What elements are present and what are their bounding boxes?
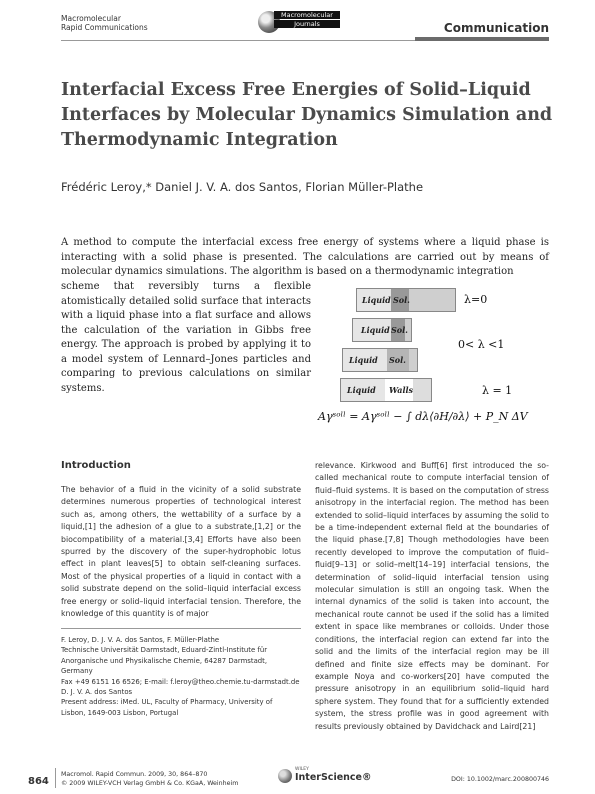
introduction-right-column: relevance. Kirkwood and Buff[6] first introduced the so-called mechanical route to compute interfacial tension of fluid–fluid systems. It is based on the computation of stress anisotropy in the interfacial region. The method has been extended to solid–liquid interfaces by assuming the solid to be a time-independent external field at the boundaries of the liquid phase.[7,8] Though methodologies have been recently developed to improve the computation of fluid–fluid[9–13] or solid–melt[14–19] interfacial tensions, the determination of solid–liquid interfacial tension using molecular simulation is still an ongoing task. When the internal dynamics of the solid is taken into account, the mechanical route cannot be used if the solid has a limited extent in space like membranes or colloids. Under those conditions, the interfacial region can extend far into the solid and the limits of the interfacial region may be ill defined and finite size effects may be dominant. For example Noya and co-workers[20] have computed the pressure anisotropy in an equilibrium solid–liquid hard sphere system. They found that for a sufficiently extended system, the stress profile was in good agreement with results previously obtained by Davidchack and Laird[21] bbox=[315, 461, 549, 731]
header-tab-bar bbox=[415, 37, 549, 41]
figure-label: Liquid bbox=[349, 355, 378, 365]
wiley-label: WILEY bbox=[295, 767, 309, 772]
article-type: Communication bbox=[443, 21, 549, 35]
interscience-label: InterScience® bbox=[295, 772, 372, 783]
affiliation-line: F. Leroy, D. J. V. A. dos Santos, F. Müller-Plathe bbox=[61, 636, 220, 644]
article-title: Interfacial Excess Free Energies of Solid–Liquid Interfaces by Molecular Dynamics Simulation and Thermodynamic Integration bbox=[61, 80, 553, 150]
figure-row-lambda-mid2 bbox=[342, 348, 418, 372]
affiliation-line: Lisbon, 1649-003 Lisbon, Portugal bbox=[61, 708, 179, 717]
affiliation-line: Technische Universität Darmstadt, Eduard-Zintl-Institute für bbox=[61, 646, 268, 655]
affiliation-line: Present address: iMed. UL, Faculty of Pharmacy, University of bbox=[61, 698, 273, 707]
author-list: Frédéric Leroy,* Daniel J. V. A. dos Santos, Florian Müller-Plathe bbox=[61, 180, 424, 194]
figure-row-lambda0 bbox=[356, 288, 456, 312]
journal-name-line1: Macromolecular bbox=[61, 14, 121, 23]
graphical-abstract-figure bbox=[318, 280, 554, 450]
logo-text-line2: Journals bbox=[274, 20, 340, 28]
citation-line: Macromol. Rapid Commun. 2009, 30, 864–870 bbox=[61, 771, 208, 778]
affiliation-line: Germany bbox=[61, 667, 93, 676]
macromolecular-journals-logo bbox=[256, 9, 342, 37]
thermodynamic-integration-equation: Aγˢᵒˡˡ = Aγˢᵒˡˡ − ∫ dλ⟨∂H/∂λ⟩ + P_N ΔV bbox=[318, 410, 528, 423]
logo-text-line1: Macromolecular bbox=[274, 11, 340, 19]
introduction-left-column: The behavior of a fluid in the vicinity of a solid substrate determines numerous properties of technological interest such as, among others, the wettability of a surface by a liquid,[1] the adhesion of a glue to a substrate,[1,2] or the biocompatibility of a material.[3,4] Efforts have also been spurred by the discovery of the super-hydrophobic lotus effect in plant leaves[5] to obtain self-cleaning surfaces. Most of the physical properties of a liquid in contact with a solid substrate depend on the solid–liquid interfacial excess free energy or solid–liquid interfacial tension. Therefore, the knowledge of this quantity is of major bbox=[61, 485, 301, 619]
journal-name-line2: Rapid Communications bbox=[61, 23, 148, 32]
figure-row-lambda1 bbox=[340, 378, 432, 402]
journal-name bbox=[61, 14, 148, 32]
doi: DOI: 10.1002/marc.200800746 bbox=[451, 776, 549, 783]
lambda-mid-label: 0< λ <1 bbox=[458, 338, 505, 351]
abstract-left-column: scheme that reversibly turns a flexible atomistically detailed solid surface that interacts with a liquid phase into a flat surface and allows the calculation of the variation in Gibbs free energy. The approach is probed by applying it to a model system of Lennard–Jones particles and comparing to previous calculations on similar systems. bbox=[61, 281, 311, 394]
figure-label: Liquid bbox=[347, 385, 376, 395]
figure-label: Liquid bbox=[362, 295, 391, 305]
figure-label: Walls bbox=[389, 385, 414, 395]
logo-text bbox=[274, 11, 340, 29]
footer-divider bbox=[55, 768, 56, 788]
page-number: 864 bbox=[28, 776, 49, 787]
copyright-line: © 2009 WILEY-VCH Verlag GmbH & Co. KGaA, Weinheim bbox=[61, 780, 239, 787]
lambda-one-label: λ = 1 bbox=[482, 384, 513, 397]
figure-label: Liquid bbox=[361, 325, 390, 335]
author-affiliation-box bbox=[61, 628, 301, 718]
figure-label: Sol. bbox=[389, 355, 406, 365]
affiliation-line: Anorganische und Physikalische Chemie, 64287 Darmstadt, bbox=[61, 656, 268, 665]
figure-label: Sol. bbox=[391, 325, 408, 335]
lambda-zero-label: λ=0 bbox=[464, 293, 488, 306]
affiliation-line: Fax +49 6151 16 6526; E-mail: f.leroy@theo.chemie.tu-darmstadt.de bbox=[61, 677, 300, 686]
section-heading-introduction: Introduction bbox=[61, 460, 131, 471]
wiley-interscience-logo bbox=[278, 767, 372, 787]
figure-row-lambda-mid1 bbox=[352, 318, 412, 342]
globe-icon bbox=[278, 769, 292, 783]
figure-label: Sol. bbox=[393, 295, 410, 305]
citation-info bbox=[61, 770, 238, 788]
abstract-full-width: A method to compute the interfacial excess free energy of systems where a liquid phase is interacting with a solid phase is presented. The calculations are carried out by means of molecular dynamics simulations. The algorithm is based on a thermodynamic integration bbox=[61, 237, 549, 277]
affiliation-line: D. J. V. A. dos Santos bbox=[61, 688, 133, 697]
